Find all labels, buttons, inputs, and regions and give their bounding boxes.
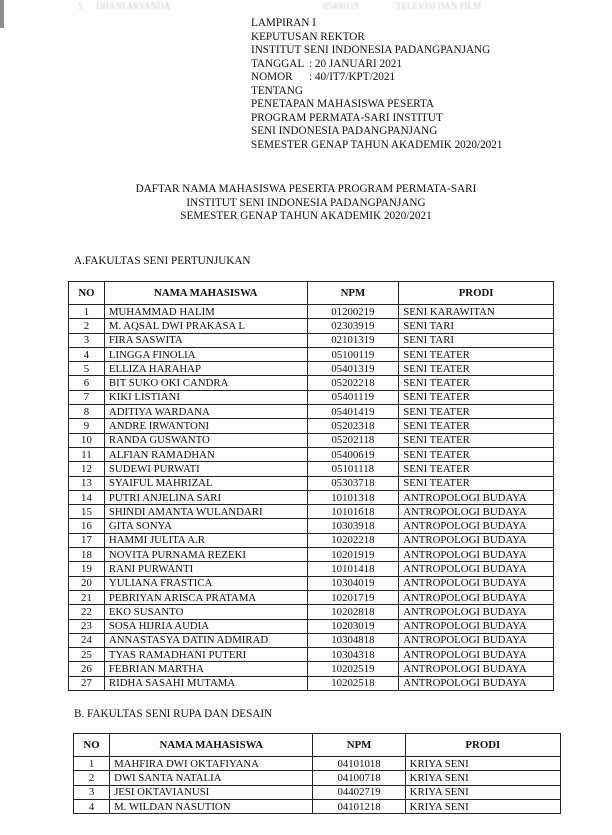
cell-prodi: SENI TEATER bbox=[399, 476, 554, 490]
cell-name: RANI PURWANTI bbox=[104, 562, 307, 576]
cell-no: 1 bbox=[69, 305, 105, 319]
lampiran-label: LAMPIRAN I bbox=[251, 17, 316, 29]
cell-prodi: SENI TEATER bbox=[399, 376, 554, 390]
cell-npm: 10303918 bbox=[307, 519, 399, 533]
cell-name: JESI OKTAVIANUSI bbox=[110, 785, 313, 799]
title-line-3: SEMESTER GENAP TAHUN AKADEMIK 2020/2021 bbox=[180, 210, 432, 222]
column-header-npm: NPM bbox=[307, 282, 399, 305]
table-row bbox=[69, 390, 554, 404]
table-row bbox=[69, 676, 554, 690]
cell-prodi: SENI TARI bbox=[399, 333, 554, 347]
cell-name: HAMMI JULITA A.R bbox=[104, 533, 307, 547]
table-row bbox=[69, 476, 554, 490]
cell-name: FIRA SASWITA bbox=[104, 333, 307, 347]
tanggal-value: : 20 JANUARI 2021 bbox=[309, 57, 402, 70]
cell-npm: 05100119 bbox=[307, 347, 399, 361]
cell-no: 12 bbox=[69, 462, 105, 476]
cell-npm: 10101618 bbox=[307, 505, 399, 519]
column-header-name: NAMA MAHASISWA bbox=[110, 734, 313, 757]
cell-name: ADITIYA WARDANA bbox=[104, 405, 307, 419]
perihal-line-3: SENI INDONESIA PADANGPANJANG bbox=[251, 125, 438, 137]
cell-no: 8 bbox=[69, 405, 105, 419]
cell-no: 5 bbox=[69, 362, 105, 376]
cell-no: 20 bbox=[69, 576, 105, 590]
cell-prodi: SENI TARI bbox=[399, 319, 554, 333]
cell-npm: 01200219 bbox=[307, 305, 399, 319]
table-row bbox=[74, 799, 561, 813]
cell-no: 9 bbox=[69, 419, 105, 433]
cell-name: RIDHA SASAHI MUTAMA bbox=[104, 676, 307, 690]
cell-npm: 10201919 bbox=[307, 548, 399, 562]
tanggal-label: TANGGAL bbox=[251, 57, 305, 70]
cell-name: BIT SUKO OKI CANDRA bbox=[104, 376, 307, 390]
cell-no: 3 bbox=[69, 333, 105, 347]
cell-prodi: ANTROPOLOGI BUDAYA bbox=[399, 590, 554, 604]
cell-npm: 05400619 bbox=[307, 447, 399, 461]
students-table-b bbox=[73, 733, 561, 814]
cell-prodi: ANTROPOLOGI BUDAYA bbox=[399, 619, 554, 633]
cell-no: 2 bbox=[69, 319, 105, 333]
cell-prodi: SENI TEATER bbox=[399, 362, 554, 376]
cell-name: SYAIFUL MAHRIZAL bbox=[104, 476, 307, 490]
cell-npm: 10202818 bbox=[307, 605, 399, 619]
table-row bbox=[74, 785, 561, 799]
cell-npm: 05202218 bbox=[307, 376, 399, 390]
cell-prodi: ANTROPOLOGI BUDAYA bbox=[399, 576, 554, 590]
cell-npm: 05401119 bbox=[307, 390, 399, 404]
table-row bbox=[69, 605, 554, 619]
cell-name: EKO SUSANTO bbox=[104, 605, 307, 619]
cell-npm: 10202519 bbox=[307, 662, 399, 676]
cell-no: 6 bbox=[69, 376, 105, 390]
cell-name: TYAS RAMADHANI PUTERI bbox=[104, 648, 307, 662]
cell-prodi: SENI TEATER bbox=[399, 419, 554, 433]
cell-no: 26 bbox=[69, 662, 105, 676]
cell-prodi: ANTROPOLOGI BUDAYA bbox=[399, 648, 554, 662]
cell-name: PUTRI ANJELINA SARI bbox=[104, 490, 307, 504]
cell-prodi: ANTROPOLOGI BUDAYA bbox=[399, 548, 554, 562]
cell-prodi: KRIYA SENI bbox=[405, 757, 560, 771]
cell-npm: 10202218 bbox=[307, 533, 399, 547]
bleed-row-no: 5 bbox=[78, 1, 83, 11]
cell-no: 4 bbox=[74, 799, 110, 813]
cell-no: 21 bbox=[69, 590, 105, 604]
table-row bbox=[69, 433, 554, 447]
cell-npm: 05401319 bbox=[307, 362, 399, 376]
document-title bbox=[0, 183, 612, 224]
cell-no: 14 bbox=[69, 490, 105, 504]
cell-npm: 05303718 bbox=[307, 476, 399, 490]
cell-name: KIKI LISTIANI bbox=[104, 390, 307, 404]
cell-prodi: ANTROPOLOGI BUDAYA bbox=[399, 633, 554, 647]
table-row bbox=[69, 376, 554, 390]
cell-no: 23 bbox=[69, 619, 105, 633]
cell-no: 2 bbox=[74, 771, 110, 785]
cell-npm: 04101018 bbox=[313, 757, 405, 771]
cell-name: GITA SONYA bbox=[104, 519, 307, 533]
cell-prodi: ANTROPOLOGI BUDAYA bbox=[399, 505, 554, 519]
nomor-label: NOMOR bbox=[251, 71, 293, 83]
cell-name: MUHAMMAD HALIM bbox=[104, 305, 307, 319]
cell-no: 1 bbox=[74, 757, 110, 771]
table-row bbox=[69, 590, 554, 604]
cell-prodi: ANTROPOLOGI BUDAYA bbox=[399, 676, 554, 690]
cell-name: ANDRE IRWANTONI bbox=[104, 419, 307, 433]
cell-no: 11 bbox=[69, 447, 105, 461]
cell-prodi: ANTROPOLOGI BUDAYA bbox=[399, 662, 554, 676]
cell-name: M. AQSAL DWI PRAKASA L bbox=[104, 319, 307, 333]
table-row bbox=[69, 362, 554, 376]
cell-name: ANNASTASYA DATIN ADMIRAD bbox=[104, 633, 307, 647]
keputusan-label: KEPUTUSAN REKTOR bbox=[251, 30, 365, 43]
cell-no: 24 bbox=[69, 633, 105, 647]
decree-header bbox=[251, 17, 502, 152]
cell-name: M. WILDAN NASUTION bbox=[110, 799, 313, 813]
cell-name: FEBRIAN MARTHA bbox=[104, 662, 307, 676]
table-row bbox=[69, 405, 554, 419]
cell-prodi: ANTROPOLOGI BUDAYA bbox=[399, 533, 554, 547]
column-header-npm: NPM bbox=[313, 734, 405, 757]
cell-npm: 04101218 bbox=[313, 799, 405, 813]
cell-name: YULIANA FRASTICA bbox=[104, 576, 307, 590]
table-row bbox=[69, 533, 554, 547]
column-header-name: NAMA MAHASISWA bbox=[104, 282, 307, 305]
cell-no: 18 bbox=[69, 548, 105, 562]
table-row bbox=[69, 419, 554, 433]
cell-prodi: SENI KARAWITAN bbox=[399, 305, 554, 319]
cell-npm: 10203019 bbox=[307, 619, 399, 633]
table-header-row bbox=[69, 282, 554, 305]
bleed-prodi: TELEVISI DAN FILM bbox=[396, 1, 481, 11]
table-row bbox=[69, 648, 554, 662]
cell-prodi: SENI TEATER bbox=[399, 433, 554, 447]
cell-no: 13 bbox=[69, 476, 105, 490]
bleed-npm: 05400119 bbox=[323, 1, 359, 11]
table-row bbox=[69, 548, 554, 562]
column-header-no: NO bbox=[69, 282, 105, 305]
cell-prodi: KRIYA SENI bbox=[405, 785, 560, 799]
cell-npm: 02303919 bbox=[307, 319, 399, 333]
cell-prodi: SENI TEATER bbox=[399, 347, 554, 361]
table-header-row bbox=[74, 734, 561, 757]
cell-no: 15 bbox=[69, 505, 105, 519]
cell-npm: 05101118 bbox=[307, 462, 399, 476]
cell-npm: 05401419 bbox=[307, 405, 399, 419]
tentang-label: TENTANG bbox=[251, 84, 303, 97]
cell-npm: 10304818 bbox=[307, 633, 399, 647]
cell-npm: 04100718 bbox=[313, 771, 405, 785]
perihal-line-1: PENETAPAN MAHASISWA PESERTA bbox=[251, 98, 434, 110]
table-row bbox=[69, 633, 554, 647]
table-row bbox=[69, 319, 554, 333]
cell-name: RANDA GUSWANTO bbox=[104, 433, 307, 447]
cell-prodi: KRIYA SENI bbox=[405, 799, 560, 813]
nomor-line bbox=[251, 71, 502, 85]
bleed-name: DHANI ARYANDA bbox=[96, 1, 171, 11]
cell-name: MAHFIRA DWI OKTAFIYANA bbox=[110, 757, 313, 771]
cell-no: 3 bbox=[74, 785, 110, 799]
cell-name: ALFIAN RAMADHAN bbox=[104, 447, 307, 461]
cell-no: 10 bbox=[69, 433, 105, 447]
table-row bbox=[69, 347, 554, 361]
nomor-value: : 40/IT7/KPT/2021 bbox=[309, 71, 396, 83]
cell-npm: 04402719 bbox=[313, 785, 405, 799]
cell-npm: 02101319 bbox=[307, 333, 399, 347]
cell-name: ELLIZA HARAHAP bbox=[104, 362, 307, 376]
cell-npm: 10201719 bbox=[307, 590, 399, 604]
cell-npm: 10202518 bbox=[307, 676, 399, 690]
cell-npm: 10304019 bbox=[307, 576, 399, 590]
section-b-heading: B. FAKULTAS SENI RUPA DAN DESAIN bbox=[74, 708, 273, 720]
cell-no: 4 bbox=[69, 347, 105, 361]
table-row bbox=[74, 771, 561, 785]
cell-npm: 10304318 bbox=[307, 648, 399, 662]
cell-name: PEBRIYAN ARISCA PRATAMA bbox=[104, 590, 307, 604]
cell-name: DWI SANTA NATALIA bbox=[110, 771, 313, 785]
perihal-line-2: PROGRAM PERMATA-SARI INSTITUT bbox=[251, 111, 443, 124]
cell-name: SOSA HIJRIA AUDIA bbox=[104, 619, 307, 633]
cell-no: 17 bbox=[69, 533, 105, 547]
cell-npm: 10101318 bbox=[307, 490, 399, 504]
cell-npm: 05202118 bbox=[307, 433, 399, 447]
cell-no: 19 bbox=[69, 562, 105, 576]
table-row bbox=[69, 519, 554, 533]
column-header-prodi: PRODI bbox=[399, 282, 554, 305]
cell-prodi: ANTROPOLOGI BUDAYA bbox=[399, 605, 554, 619]
cell-prodi: ANTROPOLOGI BUDAYA bbox=[399, 562, 554, 576]
cell-name: NOVITA PURNAMA REZEKI bbox=[104, 548, 307, 562]
table-row bbox=[69, 562, 554, 576]
table-row bbox=[69, 333, 554, 347]
cell-no: 25 bbox=[69, 648, 105, 662]
table-row bbox=[69, 619, 554, 633]
cell-npm: 10101418 bbox=[307, 562, 399, 576]
table-row bbox=[69, 662, 554, 676]
institution-name: INSTITUT SENI INDONESIA PADANGPANJANG bbox=[251, 44, 491, 56]
section-a-heading: A.FAKULTAS SENI PERTUNJUKAN bbox=[74, 255, 251, 267]
cell-no: 27 bbox=[69, 676, 105, 690]
cell-no: 22 bbox=[69, 605, 105, 619]
bleed-through-text bbox=[78, 0, 598, 14]
table-row bbox=[69, 305, 554, 319]
cell-prodi: KRIYA SENI bbox=[405, 771, 560, 785]
cell-prodi: SENI TEATER bbox=[399, 462, 554, 476]
scan-edge-mark bbox=[0, 0, 4, 28]
cell-npm: 05202318 bbox=[307, 419, 399, 433]
cell-no: 7 bbox=[69, 390, 105, 404]
table-row bbox=[69, 490, 554, 504]
cell-prodi: ANTROPOLOGI BUDAYA bbox=[399, 490, 554, 504]
table-row bbox=[69, 462, 554, 476]
cell-prodi: SENI TEATER bbox=[399, 447, 554, 461]
cell-prodi: ANTROPOLOGI BUDAYA bbox=[399, 519, 554, 533]
cell-name: LINGGA FINOLIA bbox=[104, 347, 307, 361]
table-row bbox=[74, 757, 561, 771]
column-header-prodi: PRODI bbox=[405, 734, 560, 757]
cell-prodi: SENI TEATER bbox=[399, 390, 554, 404]
cell-name: SUDEWI PURWATI bbox=[104, 462, 307, 476]
table-row bbox=[69, 505, 554, 519]
students-table-a bbox=[68, 281, 554, 691]
title-line-1: DAFTAR NAMA MAHASISWA PESERTA PROGRAM PERMATA-SARI bbox=[135, 183, 477, 195]
tanggal-line bbox=[251, 58, 502, 72]
cell-name: SHINDI AMANTA WULANDARI bbox=[104, 505, 307, 519]
column-header-no: NO bbox=[74, 734, 110, 757]
table-row bbox=[69, 576, 554, 590]
cell-no: 16 bbox=[69, 519, 105, 533]
table-row bbox=[69, 447, 554, 461]
perihal-line-4: SEMESTER GENAP TAHUN AKADEMIK 2020/2021 bbox=[251, 138, 503, 151]
title-line-2: INSTITUT SENI INDONESIA PADANGPANJANG bbox=[186, 196, 426, 209]
cell-prodi: SENI TEATER bbox=[399, 405, 554, 419]
